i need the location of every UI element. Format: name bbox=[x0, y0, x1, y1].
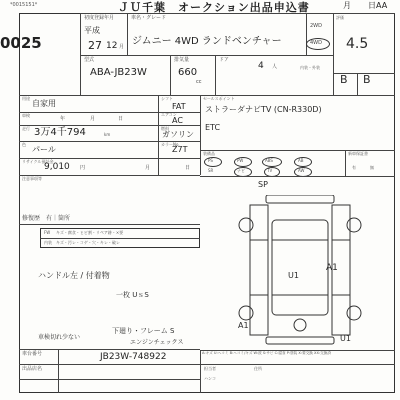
usage-label: 用途 bbox=[22, 96, 30, 101]
inspection-day-label: 日 bbox=[118, 116, 124, 122]
color-code-label: カラーNo. bbox=[161, 142, 180, 147]
handwritten-note-5: エンジンチェックス bbox=[130, 339, 184, 346]
car-body-diagram bbox=[210, 195, 390, 345]
inspection-label: 車検 bbox=[22, 113, 30, 118]
equip-aw: AW bbox=[298, 168, 305, 173]
reg-year: 27 bbox=[88, 39, 102, 52]
sales-point-1: ストラーダナビTV (CN-R330D) bbox=[205, 105, 322, 114]
recycle-value: 9,010 bbox=[44, 162, 70, 172]
lot-number: 0025 bbox=[0, 34, 42, 52]
equipment-label: 装備品 bbox=[203, 151, 215, 156]
seats-label: 人 bbox=[272, 64, 278, 70]
interior-exterior-label: 内装・外装 bbox=[300, 65, 320, 70]
doors-label: ドア bbox=[219, 57, 229, 63]
reg-month-unit: 月 bbox=[119, 44, 125, 50]
usage-value: 自家用 bbox=[32, 99, 56, 108]
damage-legend: A:キズ U:ヘコミ B:ヘコミ/キズ W:波 S:サビ C:腐食 P:塗装 X:要交換 XX:交換済 bbox=[202, 351, 331, 355]
recycle-unit: 円 bbox=[80, 165, 86, 171]
barcode-number: *0015151* bbox=[10, 2, 38, 8]
inspection-month-label: 月 bbox=[90, 116, 96, 122]
damage-mark-u1-rear: U1 bbox=[340, 334, 351, 343]
damage-mark-a1-right: A1 bbox=[326, 263, 338, 273]
ac-value: AC bbox=[172, 116, 183, 125]
sp-mark: SP bbox=[258, 180, 268, 189]
sheet-title: ＪＵ千葉 オークション出品申込書 bbox=[118, 1, 310, 14]
stamp-label: ハンコ bbox=[204, 376, 216, 381]
first-reg-label: 初度登録年月 bbox=[84, 15, 115, 21]
recycle-label: リサイクル預託金 bbox=[22, 159, 54, 164]
sales-point-2: ETC bbox=[205, 123, 221, 132]
header-month-label: 月 bbox=[343, 1, 351, 10]
new-car-warranty-label: 新車保証書 bbox=[348, 151, 368, 156]
seller-label: 出品店名 bbox=[22, 366, 43, 372]
repair-history: 修復歴 有｜箇所 bbox=[22, 215, 71, 222]
reg-month: 12 bbox=[106, 41, 118, 51]
handwritten-note-3: 下廻り・フレーム S bbox=[112, 327, 175, 335]
address-label: 住所 bbox=[254, 366, 262, 371]
shift-value: FAT bbox=[172, 102, 186, 111]
shift-label: シフト bbox=[161, 96, 173, 101]
interior-score: B bbox=[340, 73, 348, 86]
notes-label: 注意事項等 bbox=[22, 176, 42, 181]
equip-tv: TV bbox=[267, 168, 273, 173]
model-code: ABA-JB23W bbox=[90, 67, 147, 78]
equip-navi: ナビ bbox=[237, 168, 245, 173]
fuel-value: ガソリン bbox=[162, 130, 194, 139]
equip-ab: AB bbox=[298, 158, 304, 163]
displacement-value: 660 bbox=[178, 67, 198, 78]
color-value: パール bbox=[32, 145, 56, 154]
grade-score: 4.5 bbox=[346, 36, 369, 52]
displacement-label: 排気量 bbox=[174, 57, 190, 63]
chassis-number: JB23W-748922 bbox=[100, 352, 167, 362]
ac-label: エアコン bbox=[161, 112, 177, 117]
grade-label: 評価 bbox=[336, 15, 344, 20]
ps-circle-mark bbox=[204, 157, 222, 167]
era: 平成 bbox=[84, 26, 100, 35]
sales-points-label: セールスポイント bbox=[203, 96, 235, 101]
mileage-label: 走行 bbox=[22, 126, 30, 131]
fw-label: FW bbox=[44, 230, 51, 235]
recycle-day-label: 日 bbox=[185, 165, 191, 171]
damage-mark-a1-left: A1 bbox=[238, 321, 249, 330]
interior-defect-label: 内装 bbox=[44, 240, 52, 245]
handwritten-note-4: 車検切れ少ない bbox=[38, 334, 81, 341]
handwritten-note-2: 一枚 UｓS bbox=[116, 291, 149, 299]
mileage-value: 3万4千794 bbox=[34, 127, 86, 138]
cc-unit: cc bbox=[196, 79, 202, 85]
fw-items: キズ・腐食・ヒビ割・リペア跡・×要 bbox=[56, 230, 124, 235]
damage-mark-u1-roof: U1 bbox=[288, 271, 299, 280]
mileage-unit: km bbox=[104, 132, 111, 137]
handwritten-note-1: ハンドル左 / 付着物 bbox=[38, 271, 110, 280]
car-name: ジムニー 4WD ランドベンチャー bbox=[132, 36, 282, 47]
equip-ps: PS bbox=[208, 158, 213, 163]
inspection-year-label: 年 bbox=[60, 116, 66, 122]
contact-label: 担当者 bbox=[204, 366, 216, 371]
header-day-label: 日AA bbox=[368, 1, 388, 10]
color-label: 色 bbox=[22, 142, 26, 147]
interior-defect-items: キズ・汚レ・コゲ・穴・キレ・破レ bbox=[56, 240, 120, 245]
equip-sr: SR bbox=[208, 168, 214, 173]
exterior-score: B bbox=[363, 73, 371, 86]
equip-abs: ABS bbox=[265, 158, 273, 163]
warranty-no: 無 bbox=[370, 165, 374, 170]
drive-4wd: 4WD bbox=[310, 40, 322, 46]
car-name-label: 車名・グレード bbox=[131, 15, 167, 21]
doors-value: 4 bbox=[258, 61, 264, 71]
warranty-yes: 有 bbox=[352, 165, 356, 170]
color-code: Z7T bbox=[172, 145, 188, 154]
recycle-month-label: 月 bbox=[145, 165, 151, 171]
fuel-label: 燃料 bbox=[161, 126, 169, 131]
chassis-label: 車台番号 bbox=[22, 351, 43, 357]
drive-2wd: 2WD bbox=[310, 23, 322, 29]
model-label: 型式 bbox=[84, 57, 95, 63]
equip-pw: PW bbox=[237, 158, 244, 163]
